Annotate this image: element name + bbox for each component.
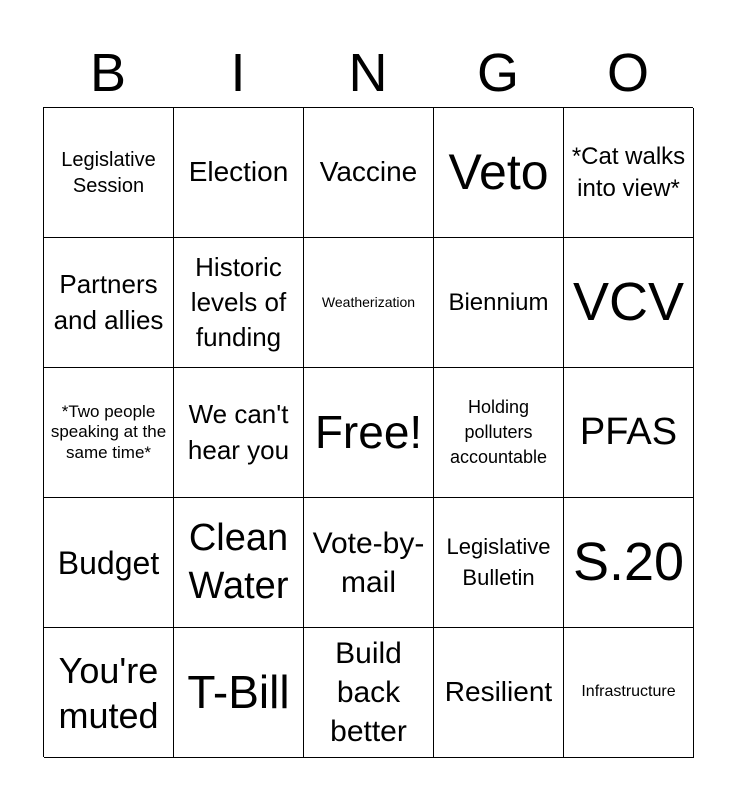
bingo-cell-r5c5[interactable]: Infrastructure [564,628,694,758]
bingo-cell-r1c2[interactable]: Election [174,108,304,238]
bingo-cell-r3c5[interactable]: PFAS [564,368,694,498]
bingo-cell-r3c2[interactable]: We can't hear you [174,368,304,498]
header-letter-b: B [89,43,127,103]
bingo-cell-r5c1[interactable]: You're muted [44,628,174,758]
header-letter-g: G [476,43,519,103]
header-letter-o: O [606,43,649,103]
bingo-cell-r4c5[interactable]: S.20 [564,498,694,628]
bingo-cell-r1c4[interactable]: Veto [434,108,564,238]
bingo-cell-r3c3[interactable]: Free! [304,368,434,498]
bingo-cell-r4c1[interactable]: Budget [44,498,174,628]
header-letter-n: N [348,43,388,103]
bingo-cell-r4c4[interactable]: Legislative Bulletin [434,498,564,628]
bingo-cell-r5c2[interactable]: T-Bill [174,628,304,758]
bingo-cell-r4c3[interactable]: Vote-by-mail [304,498,434,628]
bingo-cell-r5c3[interactable]: Build back better [304,628,434,758]
bingo-cell-r1c1[interactable]: Legislative Session [44,108,174,238]
bingo-cell-r4c2[interactable]: Clean Water [174,498,304,628]
bingo-cell-r2c5[interactable]: VCV [564,238,694,368]
bingo-header [43,38,693,108]
bingo-cell-r2c1[interactable]: Partners and allies [44,238,174,368]
bingo-cell-r2c3[interactable]: Weatherization [304,238,434,368]
bingo-cell-r1c5[interactable]: *Cat walks into view* [564,108,694,238]
bingo-cell-r1c3[interactable]: Vaccine [304,108,434,238]
header-letter-i: I [230,43,246,103]
bingo-card [43,107,693,757]
bingo-cell-r3c4[interactable]: Holding polluters accountable [434,368,564,498]
bingo-cell-r2c4[interactable]: Biennium [434,238,564,368]
bingo-cell-r5c4[interactable]: Resilient [434,628,564,758]
bingo-cell-r2c2[interactable]: Historic levels of funding [174,238,304,368]
bingo-cell-r3c1[interactable]: *Two people speaking at the same time* [44,368,174,498]
